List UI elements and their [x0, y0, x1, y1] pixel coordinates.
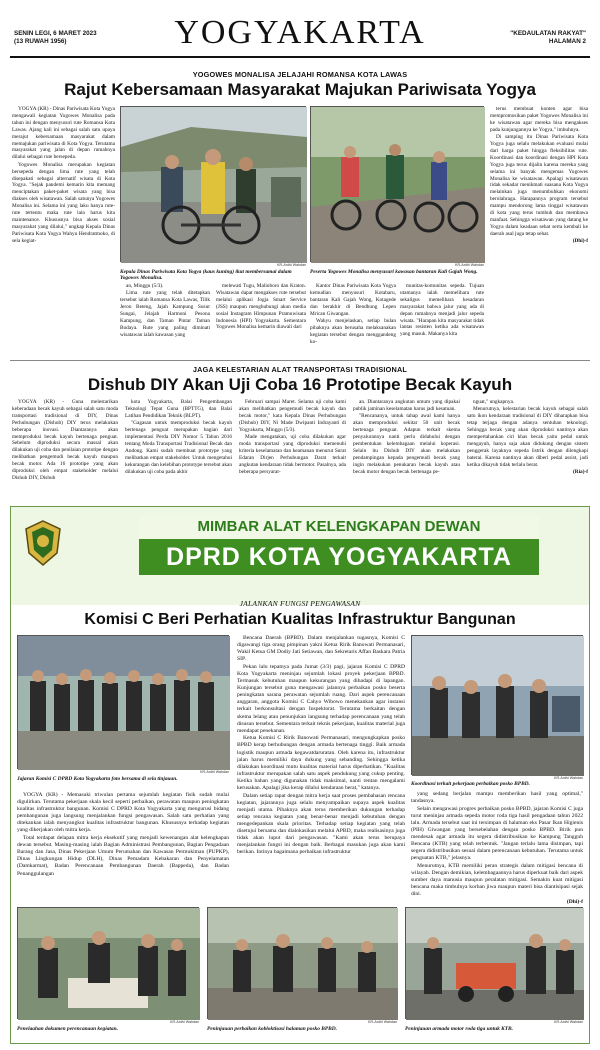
story-signoff: (Ria)-f: [572, 469, 588, 476]
masthead-rule: [10, 56, 590, 58]
paragraph: munitas-komunitas sepeda. Tujuan utamanya ialah memelihara rute sekaligus memelihara kesadaran masyarakat bahwa jalur yang ada di depan rumahnya menjadi jalur sepeda wisata. "Harapan kita masyarakat tidak lantas resisten ketika ada wisatawan yang masuk. Makanya kita: [400, 283, 484, 338]
story1-col2a: [120, 283, 210, 356]
photo-credit: KR-Ardhi Wahdan: [368, 1020, 397, 1024]
paragraph: Lima rute yang telah ditetapkan tersebut ialah Romansa Kota Lawas, Tilik Jeron Beteng, Jajah Kampung Susur Sungai, Jelajah Harmoni Pesona Kampung, dan Taman Pintar Taman Budaya. Rute yang paling diminati wisatawan ialah kawasan yang: [120, 290, 210, 338]
photo-image: [208, 908, 398, 1020]
story-signoff: (Dhi)-f: [572, 238, 588, 245]
photo-credit: KR-Ardhi Wahdan: [455, 263, 484, 267]
dprd-headline: Komisi C Beri Perhatian Kualitas Infrastruktur Bangunan: [84, 611, 516, 628]
paragraph: melewati Tugu, Malioboro dan Kraton. Wisatawan dapat mengakses rute tersebut melalui aplikasi Jogja Smart Service (JSS) maupun menghubungi akun media sosial Instagram Himpunan Pramuwisata Indonesia (HPI) Yogyakarta. Sementara Yogowes Monalisa kemarin diawali dari: [216, 283, 306, 331]
photo-caption: Kepala Dinas Pariwisata Kota Yogya (kaus kuning) ikut membersamai dalam Yogowes Monalisa.: [120, 269, 292, 282]
photo-image: [412, 636, 584, 776]
dprd-colB: [237, 635, 405, 899]
photo-document-review: [17, 907, 199, 1019]
paragraph: "Gagasan untuk memproduksi becak kayuh bertenaga penguat merupakan bagian dari implementasi Perda DIY Nomor 5 Tahun 2016 tentang Moda Transportasi Tradisional Becak dan Andong. Kami sudah membuat prototype yang melibatkan empat stakeholder. Untuk mengetahui kekurangan dan kelebihan prototype tersebut akan dilakukan uji coba pada akhir: [125, 420, 232, 475]
photo-image: [121, 107, 307, 263]
photo-caption: Koordinasi terkait pekerjaan perbaikan posko BPBD.: [411, 781, 530, 787]
paragraph: Selain mengawasi progres perbaikan posko BPBD, jajaran Komisi C juga turut meninjau armada sepeda motor roda tiga hasil pengadaan tahun 2022 lalu. Armada tersebut saat ini tersimpan di halaman eks Pasar Ikan Higienis (PIH) Giwangan yang bersebelahan dengan posko BPBD. Birik pun mendesak agar armada itu segera didistribusikan ke Kampung Tangguh Bencana (KTB) yang telah terbentuk. "Jangan terlalu lama disimpan, tapi segera didistribusikan sesuai dalam perencanaan kebutuhan. Terutama untuk penguatan KTB," jelasnya.: [411, 805, 583, 862]
story2-col1: [12, 399, 118, 499]
photo-cyclists-river: [310, 106, 484, 262]
photo-paving-inspection: [207, 907, 397, 1019]
paragraph: Menurutnya, kelestarian becak kayuh sebagai salah satu ikon kendaraan tradisional di DIY diharapkan bisa tetap terjaga dengan adanya sentuhan teknologi. Sehingga becak yang akan diproduksi nantinya akan mempertahankan ciri khas becak yaitu pedal untuk mengayuh, hanya saja akan didukung dengan sistem penggerak layaknya sepeda listrik dengan dilengkapi baterai. Karena nantinya akan diberi pedal assist, jadi ketika dikayuh tidak terlalu berat.: [467, 406, 588, 468]
paragraph: Menurutnya, KTB memiliki peran strategis dalam mitigasi bencana di wilayah. Dengan demikian, kelembagaannya harus diperkuat baik dari aspek sumber daya manusia maupun peralatan mitigasi. Semakin kuat mitigasi bencana maka timbulnya korban jiwa maupun materi bisa diantisipasi sejak dini.: [411, 862, 583, 898]
dprd-emblem-icon: [23, 519, 63, 567]
paragraph: YOGYA (KR) - Guna melestarikan keberadaan becak kayuh sebagai salah satu moda transportasi tradisional di DIY, Dinas Perhubungan (Dishub) DIY terus melakukan beberapa inovasi. Diantaranya akan memproduksi becak kayuh bertenaga penguat. Sebelum diproduksi secara massal akan dilakukan uji coba dan penilaian prototipe dengan melibatkan pengemudi becak kayuh maupun becak motor. Ada 16 prototipe yang akan diproduksi oleh empat stakeholder melalui Dishub DIY, Dishub: [12, 399, 118, 481]
story2-headline: Dishub DIY Akan Uji Coba 16 Prototipe Becak Kayuh: [87, 375, 513, 394]
hijri-date-line: (13 RUWAH 1956): [14, 38, 67, 45]
banner-subtitle: MIMBAR ALAT KELENGKAPAN DEWAN: [139, 515, 539, 539]
paragraph: kota Yogyakarta, Balai Pengembangan Teknologi Tepat Guna (BPTTG), dan Balai Latihan Pendidikan Teknik (BLPT).: [125, 399, 232, 419]
paragraph: yang sedang berjalan mampu memberikan hasil yang optimal," tandasnya.: [411, 791, 583, 805]
paragraph: nguat," ungkapnya.: [473, 399, 515, 405]
masthead-pageinfo: [510, 30, 586, 46]
photo-image: [18, 636, 230, 770]
story1-col1: [12, 106, 115, 356]
photo-caption: Jajaran Komisi C DPRD Kota Yogyakarta foto bersama di sela tinjauan.: [17, 776, 178, 782]
paragraph: "Rencananya, untuk tahap awal kami hanya akan memproduksi sekitar 50 unit becak bertenaga penguat. Adapun terkait skema penyalurannya nanti perlu didahului dengan pembentukan kelembagaan melalui koperasi. Selain itu Dishub DIY akan melakukan pendampingan kepada pengemudi becak yang ingin melakukan penukaran becak kayuh atau becak motor dengan becak bertenaga pe-: [353, 413, 460, 475]
dprd-kicker: JALANKAN FUNGSI PENGAWASAN: [239, 599, 361, 608]
story2-col3: [239, 399, 346, 499]
paragraph: Dalam setiap rapat dengan mitra kerja saat proses pembahasan rencana kegiatan, jajarannya juga selalu menyampaikan supaya aspek kualitas menjadi utama. Pihaknya akan terus memberikan dukungan terhadap setiap rencana kegiatan yang benar-benar menjadi kebutuhan dengan mengedepankan skala prioritas. Terhadap setiap kegiatan yang telah disetujui bersama dan dialokasikan melalui APBD, maka realisasinya juga tidak akan luput dari pengawasan. "Kami akan terus berupaya menjalankan fungsi ini dengan baik. Berbagai masukan juga akan kami berikan. Intinya bagaimana perbaikan infrastruktur: [237, 792, 405, 856]
paragraph: terus membuat konten agar bisa mempromosikan paket Yogowes Monalisa ini ke wisatawan agar mereka bisa mengakses pada kunjungannya ke Yogya," imbuhnya.: [490, 106, 588, 133]
paragraph: Di samping itu Dinas Pariwisata Kota Yogya juga selalu melakukan evaluasi mulai dari harga paket hingga fleksibilitas rute. Koordinasi dan koordinasi dengan HPI Kota Yogya juga terus dijalin karena mereka yang selama ini banyak mengemas Yogowes Monalisa ke wisatawan. Apalagi wisatawan tidak sekadar menikmati suasana Kota Yogya melainkan juga menumbuhkan ekonomi berolahraga. Harapannya program tersebut mampu mendorong lama tinggal wisatawan di kota yang terus tumbuh dan membawa manfaat. Sehingga wisatawan yang datang ke Yogya dalam keadaan sehat serta kembali ke daerah asal juga tetap sehat.: [490, 134, 588, 237]
story2-col5: [467, 399, 588, 499]
story1-col3b: [400, 283, 484, 356]
date-line: SENIN LEGI, 6 MARET 2023: [14, 30, 97, 37]
paragraph: Februari sampai Maret. Selama uji coba kami akan melibatkan pengemudi becak kayuh dan becak motor," kata Kepala Dinas Perhubungan (Dishub) DIY, Ni Made Dwipanti Indrayanti di Yogyakarta, Minggu (5/3).: [239, 399, 346, 433]
section-title: YOGYAKARTA: [174, 14, 426, 51]
photo-bpbd-coordination: [411, 635, 583, 775]
photo-caption: Peninjauan perbaikan kobloktisasi halaman posko BPBD.: [207, 1026, 337, 1032]
photo-yogowes-leader: [120, 106, 306, 262]
paragraph: Wahyu menjelaskan, setiap bulan pihaknya akan berusaha melaksanakan kegiatan tersebut dengan menggandeng ko-: [310, 318, 396, 345]
photo-image: [18, 908, 200, 1020]
story1-col4: [490, 106, 588, 356]
publication-name: "KEDAULATAN RAKYAT": [510, 30, 586, 37]
photo-caption: Peninjauan armada motor roda tiga untuk KTB.: [405, 1026, 513, 1032]
photo-caption: Penelaahan dokumen perencanaan kegiatan.: [17, 1026, 118, 1032]
story-signoff: (Dhi)-f: [566, 898, 583, 905]
dprd-colA: [17, 792, 229, 900]
photo-credit: KR-Ardhi Wahdan: [170, 1020, 199, 1024]
story2-col4: [353, 399, 460, 499]
paragraph: YOGYA (KR) - Dinas Pariwisata Kota Yogya mengawali kegiatan Yogowes Monalisa pada tahun ini dengan menyusuri rute Romansa Kota Lawas. Ajang kali ini sebagai salah satu upaya merajut kebersamaan masyarakat dalam memajukan pariwisata di Kota Yogya. Terutama masyarakat yang jalan di depan rumahnya dilalui sebagai rute bersepeda.: [12, 106, 115, 161]
photo-image: [311, 107, 485, 263]
photo-credit: KR-Ardhi Wahdan: [554, 776, 583, 780]
paragraph: Ketua Komisi C Ririk Banowati Permanasari, mengungkapkan posko BPBD kerap berhubungan dengan armada bertenaga tinggi. Baik armada logistik maupun armada kegawatdaruratan. Oleh karena itu, infrastruktur jalan harus memiliki daya dukung yang sebanding. Sehingga ketika dilakukan koordinasi mutu kualitas material harus diperhatikan. "Kualitas infrastruktur merupakan salah satu aspek pendukung yang cukup penting. Ketika bahan yang digunakan tidak maksimal, nanti rentan mengalami kerusakan. Apalagi jika kerap dilalui kendaraan berat," katanya.: [237, 735, 405, 791]
paragraph: Total terdapat delapan mitra kerja eksekutif yang menjadi kewenangan alat kelengkapan dewan tersebut. Masing-masing ialah Bagian Administrasi Pembangunan, Bagian Pengadaan Barang dan Jasa, Dinas Pekerjaan Umum Perumahan dan Kawasan Permukiman (PUPKP), Dinas Lingkungan Hidup (DLH), Dinas Pemadam Kebakaran dan Penyelamatan (Damkarmat), Badan Perencanaan Pembangunan Daerah (Bappeda), dan Badan Penanggulangan: [17, 835, 229, 877]
masthead: [0, 0, 600, 62]
section-divider: [10, 360, 590, 361]
banner-title: DPRD KOTA YOGYAKARTA: [139, 539, 539, 575]
paragraph: Bencana Daerah (BPBD). Dalam menjalankan tugasnya, Komisi C digawangi tiga orang pimpinan yakni Ketua Ririk Banowati Permanasari, Wakil Ketua GM Dodiy Jati Setiawan, dan Sekretaris Affan Baskara Patria SIP.: [237, 635, 405, 663]
story1-kicker: YOGOWES MONALISA JELAJAHI ROMANSA KOTA LAWAS: [192, 70, 408, 79]
page-number: HALAMAN 2: [548, 38, 586, 45]
paragraph: Kantor Dinas Pariwisata Kota Yogya kemudian menyusuri Kotabaru, bantaran Kali Gajah Wong, Kotagede dan berakhir di Bendhung Lepen Mrican Giwangan.: [310, 283, 396, 317]
paragraph: Made mengatakan, uji coba dilakukan agar moda transportasi yang diproduksi memenuhi kriteria keselamatan dan keamanan menurut Surat Edaran Dirjen Perhubungan Darat terkait angkutan kendaraan tidak bermotor. Pasalnya, ada beberapa persyarat-: [239, 434, 346, 475]
dprd-banner: [11, 507, 589, 605]
photo-komisi-c-group: [17, 635, 229, 769]
photo-caption: Peserta Yogowes Monalisa menyusuri kawasan bantaran Kali Gajah Wong.: [310, 269, 478, 275]
story2-kicker: JAGA KELESTARIAN ALAT TRANSPORTASI TRADISIONAL: [192, 365, 408, 374]
story1-col3a: [310, 283, 396, 356]
photo-credit: KR-Ardhi Wahdan: [554, 1020, 583, 1024]
photo-credit: KR-Ardhi Wahdan: [277, 263, 306, 267]
paragraph: Pekan lalu tepatnya pada Jumat (3/3) pagi, jajaran Komisi C DPRD Kota Yogyakarta meninjau sejumlah lokasi proyek pekerjaan BPBD. Termasuk kebutuhan maupun kekurangan yang dihadapi di lapangan. Kunjungan tersebut guna mengawasi jalannya perbaikan posko beserta peningkatan sarana perawatan sejumlah ruang. Dari aspek perencanaan anggaran, anggota Komisi C Cahyo Wibowo menekankan agar instansi terkait berkonsultasi dengan Inspektorat. Terutama berkaitan dengan skema lelang atau penunjukan langsung terhadap perencanaan yang telah disusun tersebut. Sementara terkait teknis pekerjaan, kualitas material juga mendapat penekanan.: [237, 663, 405, 734]
photo-three-wheel-motor: [405, 907, 583, 1019]
story2-col2: [125, 399, 232, 499]
paragraph: Yogowes Monalisa merupakan kegiatan bersepeda dengan lima rute yang telah disepakati sebagai alternatif wisata di Kota Yogya. "Sejak pandemi kemarin kita memang menciptakan paket-paket wisata yang bisa diakses oleh wisatawan. Salah satunya Yogowes Monalisa ini. Selama ini yang laku hanya rute-rute tertentu maka rute lain harus kita maintenance. Khususnya bisa akses sosial masyarakat yang dilalui," ungkap Kepala Dinas Pariwisata Kota Yogya Wahyu Hendratmoko, di sela kegiat-: [12, 161, 115, 244]
story1-col2b: [216, 283, 306, 356]
paragraph: an, Minggu (5/3).: [126, 283, 164, 289]
paragraph: an. Diantaranya angkutan umum yang dipakai publik jaminan keselamatan harus jadi kesatuan.: [353, 399, 460, 412]
photo-credit: KR-Ardhi Wahdan: [200, 770, 229, 774]
story1-headline: Rajut Kebersamaan Masyarakat Majukan Pariwisata Yogya: [64, 80, 536, 99]
dprd-colC: [411, 791, 583, 905]
photo-image: [406, 908, 584, 1020]
paragraph: YOGYA (KR) - Memasuki triwulan pertama sejumlah kegiatan fisik sudah mulai digulirkan. Terutama pekerjaan skala kecil seperti perbaikan, perawatan maupun peningkatan kualitas infrastruktur bangunan. Komisi C DPRD Kota Yogyakarta yang mengurusi bidang pembangunan juga langsung menjalankan fungsi pengawasan. Salah satu perhatian yang ditekankan ialah menyangkut kualitas infrastruktur bangunan. Khususnya terhadap kegiatan yang dikerjakan oleh mitra kerja.: [17, 792, 229, 834]
dprd-advertorial: [10, 506, 590, 1044]
